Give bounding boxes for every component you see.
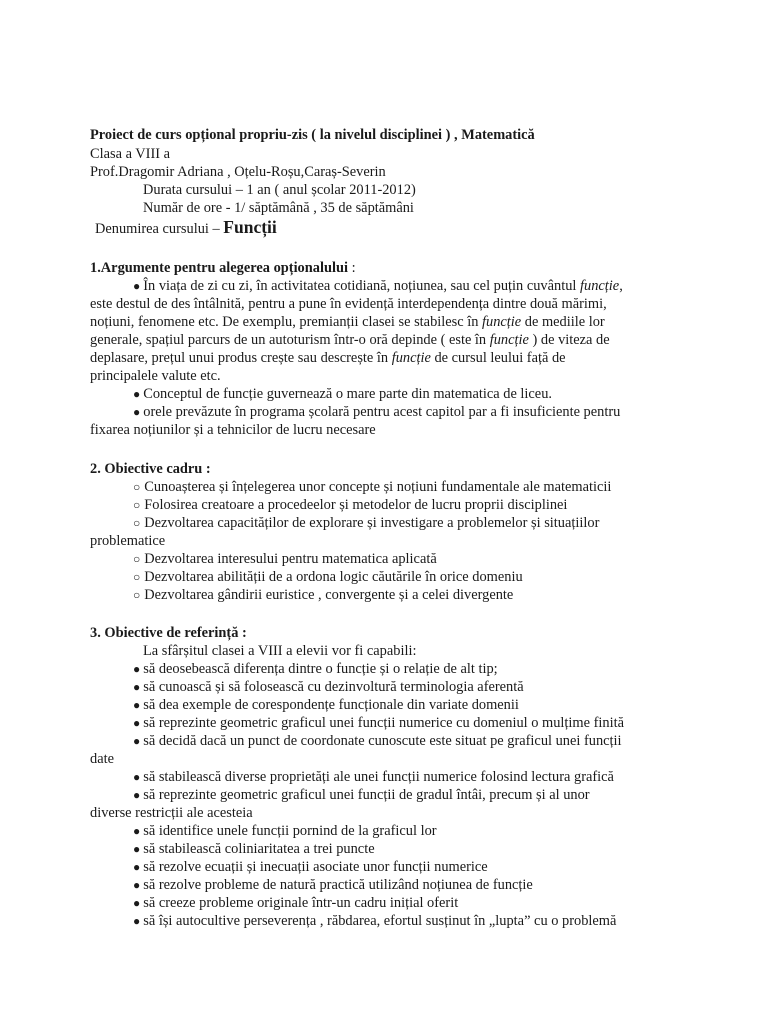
circle-bullet-icon: ○ xyxy=(133,480,141,494)
section3-intro: La sfârșitul clasei a VIII a elevii vor fi capabili: xyxy=(143,643,417,659)
section1-paragraph3-line2: fixarea noțiunilor și a tehnicilor de lucru necesare xyxy=(90,422,376,438)
circle-bullet-icon: ○ xyxy=(133,570,141,584)
section1-heading xyxy=(90,259,356,277)
list-item-continuation: problematice xyxy=(90,533,166,549)
text: să rezolve probleme de natură practică utilizând noțiunea de funcție xyxy=(143,877,533,893)
list-item xyxy=(133,786,590,804)
list-item xyxy=(133,894,458,912)
bullet-icon: ● xyxy=(133,914,141,928)
bullet-icon: ● xyxy=(133,680,141,694)
section1-paragraph1-line6: principalele valute etc. xyxy=(90,368,221,384)
list-item xyxy=(133,876,533,894)
section1-paragraph3-line1 xyxy=(133,403,620,421)
list-item-continuation: date xyxy=(90,751,114,767)
course-label: Denumirea cursului – xyxy=(95,221,220,237)
bullet-icon: ● xyxy=(133,878,141,892)
list-item xyxy=(133,822,437,840)
bullet-icon: ● xyxy=(133,279,141,293)
emphasis: funcție xyxy=(391,350,431,366)
course-name-line xyxy=(95,218,277,238)
section1-heading-text: 1.Argumente pentru alegerea opționalului xyxy=(90,260,348,276)
duration-line: Durata cursului – 1 an ( anul școlar 2011-2012) xyxy=(143,182,416,198)
text: ) de viteza de xyxy=(528,332,610,348)
emphasis: funcție xyxy=(482,314,522,330)
list-item xyxy=(133,568,523,586)
text: să dea exemple de corespondențe funcționale din variate domenii xyxy=(143,697,519,713)
class-line: Clasa a VIII a xyxy=(90,146,171,162)
section1-paragraph2 xyxy=(133,385,552,403)
text: să creeze probleme originale într-un cadru inițial oferit xyxy=(143,895,459,911)
hours-line: Număr de ore - 1/ săptămână , 35 de săptămâni xyxy=(143,200,414,216)
section1-paragraph1-line2: este destul de des întâlnită, pentru a pune în evidență interdependența dintre două mărimi, xyxy=(90,296,607,312)
list-item xyxy=(133,678,524,696)
list-item-continuation: diverse restricții ale acesteia xyxy=(90,805,253,821)
text: În viața de zi cu zi, în activitatea cotidiană, noțiunea, sau cel puțin cuvântul xyxy=(143,278,581,294)
list-item xyxy=(133,496,567,514)
list-item xyxy=(133,912,616,930)
list-item xyxy=(133,514,599,532)
bullet-icon: ● xyxy=(133,770,141,784)
text: să cunoască și să folosească cu dezinvoltură terminologia aferentă xyxy=(143,679,524,695)
text: să decidă dacă un punct de coordonate cunoscute este situat pe graficul unei funcții xyxy=(143,733,622,749)
teacher-line: Prof.Dragomir Adriana , Oțelu-Roșu,Caraș-Severin xyxy=(90,164,386,180)
text: Folosirea creatoare a procedeelor și metodelor de lucru proprii disciplinei xyxy=(144,497,568,513)
section3-heading: 3. Obiective de referință : xyxy=(90,625,247,641)
text: să își autocultive perseverența , răbdarea, efortul susținut în „lupta” cu o problemă xyxy=(143,913,617,929)
text: Dezvoltarea abilității de a ordona logic căutările în orice domeniu xyxy=(144,569,523,585)
text: Dezvoltarea gândirii euristice , convergente și a celei divergente xyxy=(144,587,514,603)
text: să rezolve ecuații și inecuații asociate unor funcții numerice xyxy=(143,859,488,875)
bullet-icon: ● xyxy=(133,824,141,838)
text: Dezvoltarea interesului pentru matematica aplicată xyxy=(144,551,437,567)
list-item xyxy=(133,732,622,750)
bullet-icon: ● xyxy=(133,405,141,419)
bullet-icon: ● xyxy=(133,896,141,910)
section1-paragraph1-line5 xyxy=(90,349,566,367)
list-item xyxy=(133,478,611,496)
text: să stabilească diverse proprietăți ale unei funcții numerice folosind lectura grafică xyxy=(143,769,614,785)
document-title: Proiect de curs opțional propriu-zis ( la nivelul disciplinei ) , Matematică xyxy=(90,127,535,143)
circle-bullet-icon: ○ xyxy=(133,516,141,530)
bullet-icon: ● xyxy=(133,788,141,802)
bullet-icon: ● xyxy=(133,842,141,856)
bullet-icon: ● xyxy=(133,734,141,748)
text: să stabilească coliniaritatea a trei puncte xyxy=(143,841,375,857)
text: de mediile lor xyxy=(521,314,605,330)
course-name: Funcții xyxy=(223,217,277,237)
text: să reprezinte geometric graficul unei funcții numerice cu domeniul o mulțime finită xyxy=(143,715,624,731)
text: Dezvoltarea capacităților de explorare și investigare a problemelor și situațiilor xyxy=(144,515,600,531)
list-item xyxy=(133,550,437,568)
text: generale, spațiul parcurs de un autoturism într-o oră depinde ( este în xyxy=(90,332,490,348)
list-item xyxy=(133,840,375,858)
bullet-icon: ● xyxy=(133,387,141,401)
list-item xyxy=(133,768,614,786)
section1-heading-suffix: : xyxy=(347,260,356,276)
emphasis: funcție xyxy=(580,278,620,294)
text: , xyxy=(619,278,623,294)
list-item xyxy=(133,696,519,714)
circle-bullet-icon: ○ xyxy=(133,588,141,602)
list-item xyxy=(133,586,513,604)
text: noțiuni, fenomene etc. De exemplu, premianții clasei se stabilesc în xyxy=(90,314,483,330)
bullet-icon: ● xyxy=(133,698,141,712)
circle-bullet-icon: ○ xyxy=(133,498,141,512)
text: Conceptul de funcție guvernează o mare parte din matematica de liceu. xyxy=(143,386,552,402)
text: să identifice unele funcții pornind de la graficul lor xyxy=(143,823,437,839)
text: să reprezinte geometric graficul unei funcții de gradul întâi, precum și al unor xyxy=(143,787,590,803)
emphasis: funcție xyxy=(489,332,529,348)
list-item xyxy=(133,858,488,876)
bullet-icon: ● xyxy=(133,716,141,730)
list-item xyxy=(133,714,624,732)
text: de cursul leului față de xyxy=(430,350,566,366)
list-item xyxy=(133,660,498,678)
section2-heading: 2. Obiective cadru : xyxy=(90,461,211,477)
section1-paragraph1-line4 xyxy=(90,331,610,349)
text: Cunoașterea și înțelegerea unor concepte și noțiuni fundamentale ale matematicii xyxy=(144,479,612,495)
section1-paragraph1-line3 xyxy=(90,313,605,331)
circle-bullet-icon: ○ xyxy=(133,552,141,566)
text: să deosebească diferența dintre o funcție și o relație de alt tip; xyxy=(143,661,498,677)
text: orele prevăzute în programa școlară pentru acest capitol par a fi insuficiente pentru xyxy=(143,404,621,420)
text: deplasare, prețul unui produs crește sau descrește în xyxy=(90,350,392,366)
bullet-icon: ● xyxy=(133,860,141,874)
section1-paragraph1-line1 xyxy=(133,277,623,295)
bullet-icon: ● xyxy=(133,662,141,676)
